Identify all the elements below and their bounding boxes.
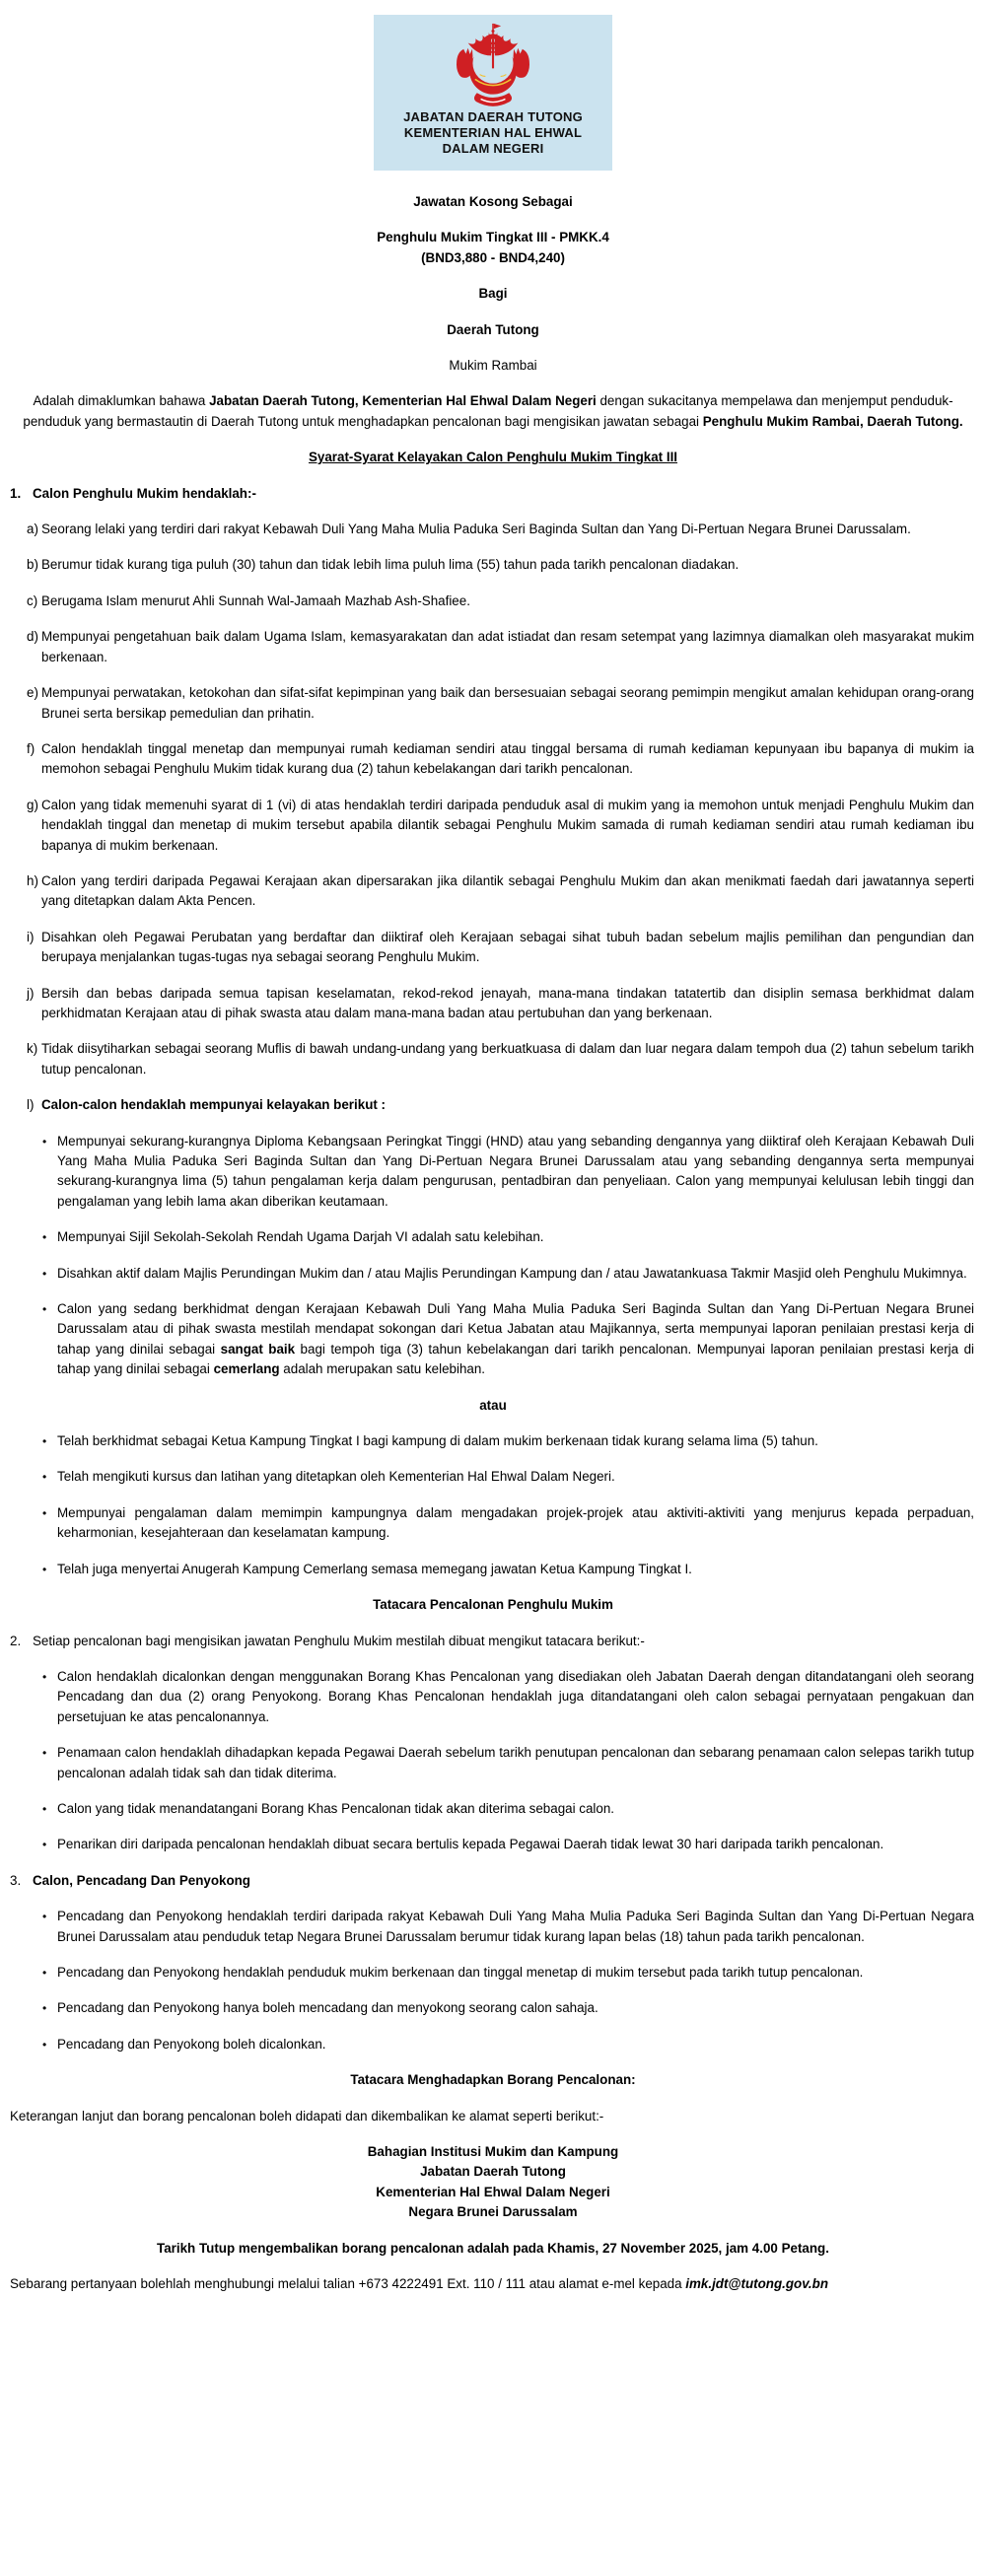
requirement-item-c: [27, 592, 974, 611]
eligibility-heading: Syarat-Syarat Kelayakan Calon Penghulu Mukim Tingkat III: [308, 450, 678, 465]
intro-text: Adalah dimaklumkan bahawa: [33, 393, 210, 409]
item-title: Calon, Pencadang Dan Penyokong: [33, 1872, 250, 1888]
numbered-item-3: [10, 1871, 974, 1891]
bullet-glyph: •: [42, 1801, 47, 1816]
bullet-text: Telah mengikuti kursus dan latihan yang ditetapkan oleh Kementerian Hal Ehwal Dalam Negeri.: [57, 1469, 615, 1485]
contact-email: imk.jdt@tutong.gov.bn: [685, 2276, 828, 2292]
requirement-item-f: [27, 739, 974, 780]
item-text: Bersih dan bebas daripada semua tapisan keselamatan, rekod-rekod jenayah, mana-mana tindakan tatatertib dan disiplin semasa berkhidmat dalam perkhidmatan Kerajaan atau di pihak swasta atau dalam mana-mana badan atau pertubuhan dan yang berkenaan.: [41, 985, 974, 1020]
address-line-2: Jabatan Daerah Tutong: [420, 2164, 566, 2180]
proposer-bullet-1: [42, 1907, 974, 1947]
return-address-block: [12, 2142, 974, 2223]
requirement-item-k: [27, 1039, 974, 1079]
item-marker: c): [27, 592, 38, 608]
bullet-text: Telah berkhidmat sebagai Ketua Kampung Tingkat I bagi kampung di dalam mukim berkenaan tidak kurang selama lima (5) tahun.: [57, 1433, 818, 1449]
submission-heading: Tatacara Menghadapkan Borang Pencalonan:: [350, 2072, 636, 2088]
bullet-glyph: •: [42, 1470, 47, 1485]
intro-text-2: dengan sukacitanya mempelawa dan menjemput penduduk-penduduk yang bermastautin di Daerah Tutong untuk menghadapkan pencalonan bagi mengisikan jawatan sebagai: [23, 393, 953, 429]
org-line-3: DALAM NEGERI: [442, 141, 544, 156]
item-number: 1.: [10, 485, 22, 501]
bullet-text: Pencadang dan Penyokong hendaklah terdiri daripada rakyat Kebawah Duli Yang Maha Mulia Paduka Seri Baginda Sultan dan Yang Di-Pertuan Negara Brunei Darussalam atau penduduk tetap Negara Brunei Darussalam berumur tidak kurang lapan belas (18) tahun pada tarikh pencalonan.: [57, 1909, 974, 1944]
bullet-glyph: •: [42, 1669, 47, 1684]
qualification-bullet-1: [42, 1132, 974, 1213]
item-marker: h): [27, 872, 38, 888]
alternative-bullet-1: [42, 1431, 974, 1451]
address-line-1: Bahagian Institusi Mukim dan Kampung: [367, 2144, 619, 2159]
proposer-bullet-2: [42, 1963, 974, 1983]
nomination-heading: Tatacara Pencalonan Penghulu Mukim: [373, 1597, 613, 1613]
item-number: 3.: [10, 1872, 22, 1888]
bullet-text: Penamaan calon hendaklah dihadapkan kepada Pegawai Daerah sebelum tarikh penutupan pencalonan dan sebarang penamaan calon selepas tarikh tutup pencalonan adalah tidak sah dan tidak diterima.: [57, 1745, 974, 1780]
bullet-text: Pencadang dan Penyokong boleh dicalonkan.: [57, 2036, 326, 2052]
item-marker: l): [27, 1097, 35, 1113]
bullet-text: Mempunyai pengalaman dalam memimpin kampungnya dalam mengadakan projek-projek atau aktiviti-aktiviti yang menjurus kepada perpaduan, keharmonian, kesejahteraan dan keselamatan kampung.: [57, 1504, 974, 1541]
post-title: Penghulu Mukim Tingkat III - PMKK.4: [377, 230, 609, 245]
qualification-bullet-2: [42, 1227, 974, 1247]
requirement-item-h: [27, 871, 974, 912]
requirement-item-j: [27, 984, 974, 1024]
bullet-glyph: •: [42, 1230, 47, 1245]
vacancy-label: Jawatan Kosong Sebagai: [413, 194, 573, 209]
or-separator: atau: [479, 1397, 507, 1413]
bullet-glyph: •: [42, 1266, 47, 1281]
rating-cemerlang: cemerlang: [213, 1361, 280, 1377]
intro-post-bold: Penghulu Mukim Rambai, Daerah Tutong.: [702, 413, 963, 429]
item-marker: b): [27, 557, 38, 573]
brunei-national-crest-icon: [441, 22, 545, 108]
letterhead-org-name: [403, 109, 583, 157]
bullet-text: Penarikan diri daripada pencalonan hendaklah dibuat secara bertulis kepada Pegawai Daerah tidak lewat 30 hari daripada tarikh pencalonan.: [57, 1837, 884, 1852]
letterhead-logo-box: [374, 15, 612, 171]
bullet-glyph: •: [42, 1562, 47, 1576]
item-text: Tidak diisytiharkan sebagai seorang Muflis di bawah undang-undang yang berkuatkuasa di dalam dan luar negara dalam tempoh dua (2) tahun sebelum tarikh tutup pencalonan.: [41, 1041, 974, 1077]
item-marker: i): [27, 929, 35, 944]
numbered-item-2: [10, 1632, 974, 1651]
bullet-glyph: •: [42, 1505, 47, 1520]
item-marker: f): [27, 740, 35, 756]
qualification-bullet-4: [42, 1299, 974, 1380]
nomination-bullet-3: [42, 1799, 974, 1819]
bullet-glyph: •: [42, 1434, 47, 1449]
item-number: 2.: [10, 1633, 22, 1648]
bullet-text-segment: Calon yang sedang berkhidmat dengan Kerajaan Kebawah Duli Yang Maha Mulia Paduka Seri Baginda Sultan dan Yang Di-Pertuan Negara Brunei Darussalam atau di pihak swasta mestilah mendapat sokongan dari Ketua Jabatan atau Majikannya, serta mempunyai laporan penilaian prestasi kerja di tahap yang dinilai sebagai: [57, 1301, 974, 1357]
bullet-glyph: •: [42, 2037, 47, 2052]
closing-date-notice: Tarikh Tutup mengembalikan borang pencalonan adalah pada Khamis, 27 November 2025, jam 4.00 Petang.: [157, 2240, 829, 2256]
bullet-text-segment: adalah merupakan satu kelebihan.: [279, 1361, 486, 1377]
bullet-text-segment: bagi tempoh tiga (3) tahun kebelakangan dari tarikh pencalonan. Mempunyai laporan penilaian prestasi kerja di tahap yang dinilai sebagai: [57, 1341, 974, 1377]
address-line-3: Kementerian Hal Ehwal Dalam Negeri: [376, 2184, 610, 2199]
contact-paragraph: [10, 2274, 974, 2294]
item-text: Calon yang terdiri daripada Pegawai Kerajaan akan dipersarakan jika dilantik sebagai Penghulu Mukim dan akan menikmati faedah dari jawatannya seperti yang ditetapkan dalam Akta Pencen.: [41, 872, 974, 909]
item-marker: j): [27, 985, 35, 1001]
district-name: Daerah Tutong: [447, 321, 539, 337]
item-marker: e): [27, 685, 38, 701]
requirement-item-e: [27, 683, 974, 724]
requirement-item-d: [27, 627, 974, 667]
bullet-text: Pencadang dan Penyokong hanya boleh mencadang dan menyokong seorang calon sahaja.: [57, 2000, 599, 2016]
bullet-glyph: •: [42, 1302, 47, 1317]
rating-sangat-baik: sangat baik: [220, 1341, 296, 1357]
for-label: Bagi: [478, 286, 508, 302]
nomination-bullet-4: [42, 1835, 974, 1854]
item-marker: g): [27, 797, 38, 812]
intro-paragraph: [12, 391, 974, 432]
alternative-bullet-3: [42, 1503, 974, 1544]
item-marker: d): [27, 629, 38, 645]
proposer-bullet-3: [42, 1998, 974, 2018]
item-text: Berugama Islam menurut Ahli Sunnah Wal-Jamaah Mazhab Ash-Shafiee.: [41, 592, 470, 608]
bullet-text: Mempunyai Sijil Sekolah-Sekolah Rendah Ugama Darjah VI adalah satu kelebihan.: [57, 1229, 544, 1245]
bullet-glyph: •: [42, 1134, 47, 1149]
item-title: Setiap pencalonan bagi mengisikan jawatan Penghulu Mukim mestilah dibuat mengikut tatacara berikut:-: [33, 1633, 645, 1648]
bullet-text: [57, 1299, 974, 1380]
bullet-text: Mempunyai sekurang-kurangnya Diploma Kebangsaan Peringkat Tinggi (HND) atau yang sebanding dengannya yang diiktiraf oleh Kerajaan Kebawah Duli Yang Maha Mulia Paduka Seri Baginda Sultan dan Yang Di-Pertuan Negara Brunei Darussalam atau yang sebanding dengannya serta mempunyai sekurang-kurangnya lima (5) tahun pengalaman kerja dalam pengurusan, pentadbiran dan penyeliaan. Calon yang mempunyai kelulusan lebih tinggi dan pengalaman yang lebih lama akan diberikan keutamaan.: [57, 1133, 974, 1209]
item-text: Calon yang tidak memenuhi syarat di 1 (vi) di atas hendaklah terdiri daripada penduduk asal di mukim yang ia memohon untuk menjadi Penghulu Mukim dan hendaklah tinggal dan menetap di mukim tersebut apabila dilantik sebagai Penghulu Mukim samada di rumah kediaman sendiri atau rumah kediaman ibu bapanya di mukim berkenaan.: [41, 797, 974, 853]
intro-dept-bold: Jabatan Daerah Tutong, Kementerian Hal Ehwal Dalam Negeri: [209, 393, 597, 409]
item-text: Calon hendaklah tinggal menetap dan mempunyai rumah kediaman sendiri atau tinggal bersama di rumah kediaman kepunyaan ibu bapanya di mukim ia memohon sebagai Penghulu Mukim tidak kurang dua (2) tahun kebelakangan dari tarikh pencalonan.: [41, 740, 974, 777]
requirement-item-a: [27, 520, 974, 539]
item-title: Calon-calon hendaklah mempunyai kelayakan berikut :: [41, 1097, 387, 1113]
nomination-bullet-2: [42, 1743, 974, 1783]
numbered-item-1: [10, 484, 974, 504]
item-text: Berumur tidak kurang tiga puluh (30) tahun dan tidak lebih lima puluh lima (55) tahun pada tarikh pencalonan diadakan.: [41, 557, 740, 573]
bullet-text: Disahkan aktif dalam Majlis Perundingan Mukim dan / atau Majlis Perundingan Kampung dan / atau Jawatankuasa Takmir Masjid oleh Penghulu Mukimnya.: [57, 1265, 967, 1281]
requirement-item-b: [27, 555, 974, 575]
bullet-glyph: •: [42, 1746, 47, 1761]
org-line-2: KEMENTERIAN HAL EHWAL: [403, 125, 583, 140]
item-text: Seorang lelaki yang terdiri dari rakyat Kebawah Duli Yang Maha Mulia Paduka Seri Baginda Sultan dan Yang Di-Pertuan Negara Brunei Darussalam.: [41, 522, 911, 537]
alternative-bullet-4: [42, 1560, 974, 1579]
bullet-text: Pencadang dan Penyokong hendaklah penduduk mukim berkenaan dan tinggal menetap di mukim tersebut pada tarikh tutup pencalonan.: [57, 1964, 864, 1980]
address-line-4: Negara Brunei Darussalam: [408, 2204, 578, 2220]
requirement-item-i: [27, 928, 974, 968]
bullet-glyph: •: [42, 1965, 47, 1980]
item-marker: k): [27, 1041, 38, 1057]
bullet-glyph: •: [42, 1838, 47, 1852]
bullet-glyph: •: [42, 1910, 47, 1924]
submission-note: Keterangan lanjut dan borang pencalonan boleh didapati dan dikembalikan ke alamat seperti berikut:-: [10, 2108, 604, 2123]
item-title: Calon Penghulu Mukim hendaklah:-: [33, 485, 256, 501]
item-marker: a): [27, 522, 38, 537]
item-text: Disahkan oleh Pegawai Perubatan yang berdaftar dan diiktiraf oleh Kerajaan sebagai sihat tubuh badan sebelum majlis pemilihan dan pengundian dan berupaya menjalankan tugas-tugas nya sebagai seorang Penghulu Mukim.: [41, 929, 974, 965]
item-text: Mempunyai perwatakan, ketokohan dan sifat-sifat kepimpinan yang baik dan bersesuaian sebagai seorang pemimpin mengikut amalan kehidupan orang-orang Brunei serta bersikap pemedulian dan prihatin.: [41, 685, 974, 721]
bullet-text: Calon yang tidak menandatangani Borang Khas Pencalonan tidak akan diterima sebagai calon.: [57, 1800, 615, 1816]
mukim-name: Mukim Rambai: [449, 358, 537, 374]
alternative-bullet-2: [42, 1467, 974, 1487]
item-text: Mempunyai pengetahuan baik dalam Ugama Islam, kemasyarakatan dan adat istiadat dan resam setempat yang lazimnya diamalkan oleh masyarakat mukim berkenaan.: [41, 629, 974, 664]
qualification-bullet-3: [42, 1264, 974, 1284]
bullet-text: Telah juga menyertai Anugerah Kampung Cemerlang semasa memegang jawatan Ketua Kampung Tingkat I.: [57, 1561, 692, 1576]
requirement-item-g: [27, 796, 974, 856]
org-line-1: JABATAN DAERAH TUTONG: [403, 109, 583, 124]
requirement-item-l: [27, 1095, 974, 1115]
bullet-text: Calon hendaklah dicalonkan dengan menggunakan Borang Khas Pencalonan yang disediakan oleh Jabatan Daerah dengan ditandatangani oleh seorang Pencadang dan dua (2) orang Penyokong. Borang Khas Pencalonan hendaklah juga ditandatangani oleh calon sebagai pernyataan pengakuan dan persetujuan ke atas pencalonannya.: [57, 1668, 974, 1724]
bullet-glyph: •: [42, 2001, 47, 2016]
contact-text: Sebarang pertanyaan bolehlah menghubungi melalui talian +673 4222491 Ext. 110 / 111 atau alamat e-mel kepada: [10, 2276, 686, 2292]
proposer-bullet-4: [42, 2035, 974, 2054]
salary-scale: (BND3,880 - BND4,240): [421, 249, 565, 265]
nomination-bullet-1: [42, 1667, 974, 1727]
